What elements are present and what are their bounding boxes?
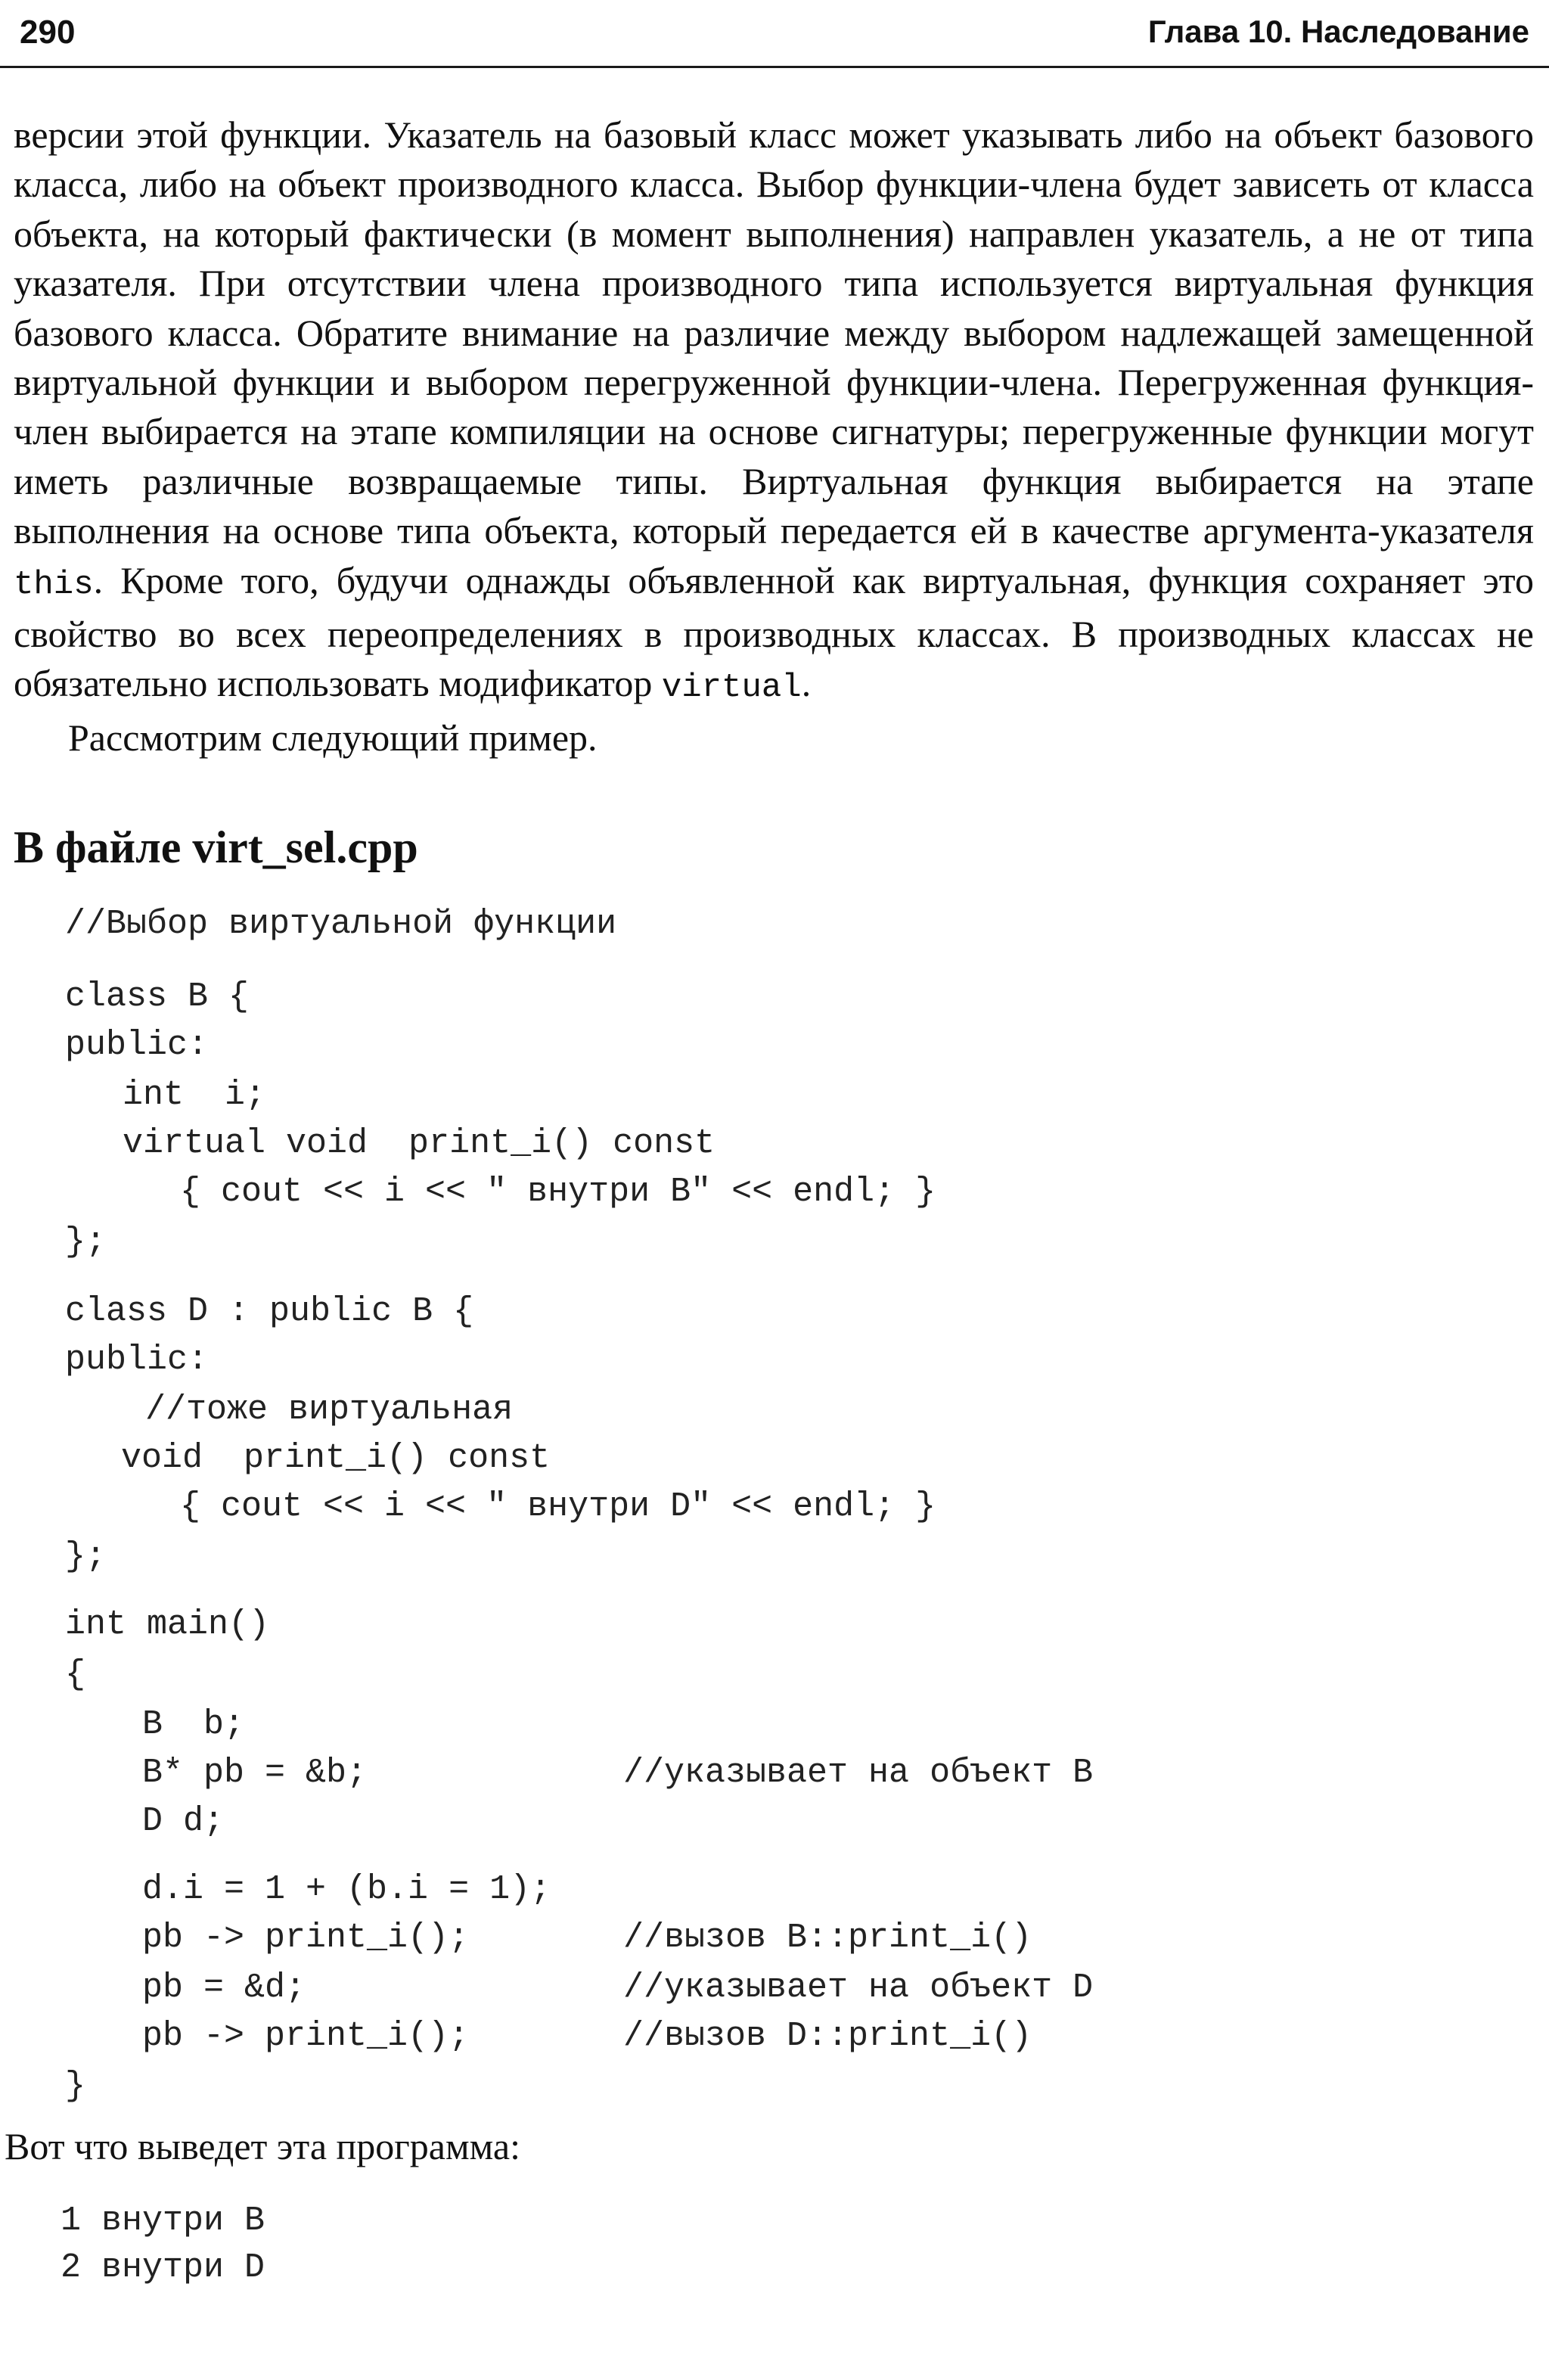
code-line: { cout << i << " внутри B" << endl; }: [180, 1173, 936, 1211]
code-line: class B {: [65, 977, 250, 1016]
output-label: Вот что выведет эта программа:: [5, 2125, 521, 2167]
code-line: virtual void print_i() const: [123, 1124, 716, 1163]
code-line: int main(): [65, 1605, 270, 1644]
code-line: pb -> print_i();: [142, 1919, 470, 1957]
code-comment: //вызов D::print_i(): [623, 2017, 1032, 2055]
code-line: B b;: [142, 1705, 245, 1744]
code-comment: //тоже виртуальная: [145, 1390, 514, 1429]
code-comment: //вызов B::print_i(): [623, 1919, 1032, 1957]
paragraph-text: .: [801, 662, 812, 705]
code-line: };: [65, 1537, 107, 1576]
code-line: pb = &d;: [142, 1968, 306, 2007]
output-line: 2 внутри D: [61, 2248, 265, 2287]
paragraph-example: Рассмотрим следующий пример.: [68, 716, 598, 759]
code-comment: //указывает на объект D: [623, 1968, 1094, 2007]
code-comment: //Выбор виртуальной функции: [65, 905, 617, 943]
code-line: B* pb = &b;: [142, 1754, 368, 1792]
code-line: { cout << i << " внутри D" << endl; }: [180, 1487, 936, 1526]
code-line: public:: [65, 1341, 209, 1379]
code-line: public:: [65, 1026, 209, 1064]
chapter-title: Глава 10. Наследование: [1147, 14, 1529, 49]
code-line: int i;: [123, 1076, 266, 1114]
code-line: d.i = 1 + (b.i = 1);: [142, 1870, 551, 1909]
code-line: pb -> print_i();: [142, 2017, 470, 2055]
paragraph-intro: [14, 110, 1534, 713]
code-line: D d;: [142, 1802, 225, 1841]
code-listing: [0, 905, 1549, 2130]
paragraph-text: . Кроме того, будучи однажды объявленной как виртуальная, функция сохраняет это свойство во всех переопределениях в производных классах. В производных классах не обязательно использовать модификатор: [14, 558, 1534, 705]
inline-code-this: this: [14, 565, 94, 604]
output-line: 1 внутри B: [61, 2201, 265, 2240]
code-line: class D : public B {: [65, 1292, 474, 1331]
section-heading: В файле virt_sel.cpp: [14, 822, 418, 872]
code-line: };: [65, 1223, 107, 1261]
code-line: {: [65, 1655, 86, 1694]
code-line: }: [65, 2067, 86, 2105]
page-header: [0, 0, 1549, 68]
code-line: void print_i() const: [121, 1439, 551, 1477]
code-comment: //указывает на объект B: [623, 1754, 1094, 1792]
paragraph-text: версии этой функции. Указатель на базовый класс может указывать либо на объект базового класса, либо на объект производного класса. Выбор функции-члена будет зависеть от класса объекта, на который фактически (в момент выполнения) направлен указатель, а не от типа указателя. При отсутствии члена производного типа используется виртуальная функция базового класса. Обратите внимание на различие между выбором надлежащей замещенной виртуальной функции и выбором перегруженной функции-члена. Перегруженная функция-член выбирается на этапе компиляции на основе сигнатуры; перегруженные функции могут иметь различные возвращаемые типы. Виртуальная функция выбирается на этапе выполнения на основе типа объекта, который передается ей в качестве аргумента-указателя: [14, 113, 1534, 552]
inline-code-virtual: virtual: [661, 669, 802, 707]
page-number: 290: [20, 14, 76, 51]
body-text: [14, 110, 1534, 763]
